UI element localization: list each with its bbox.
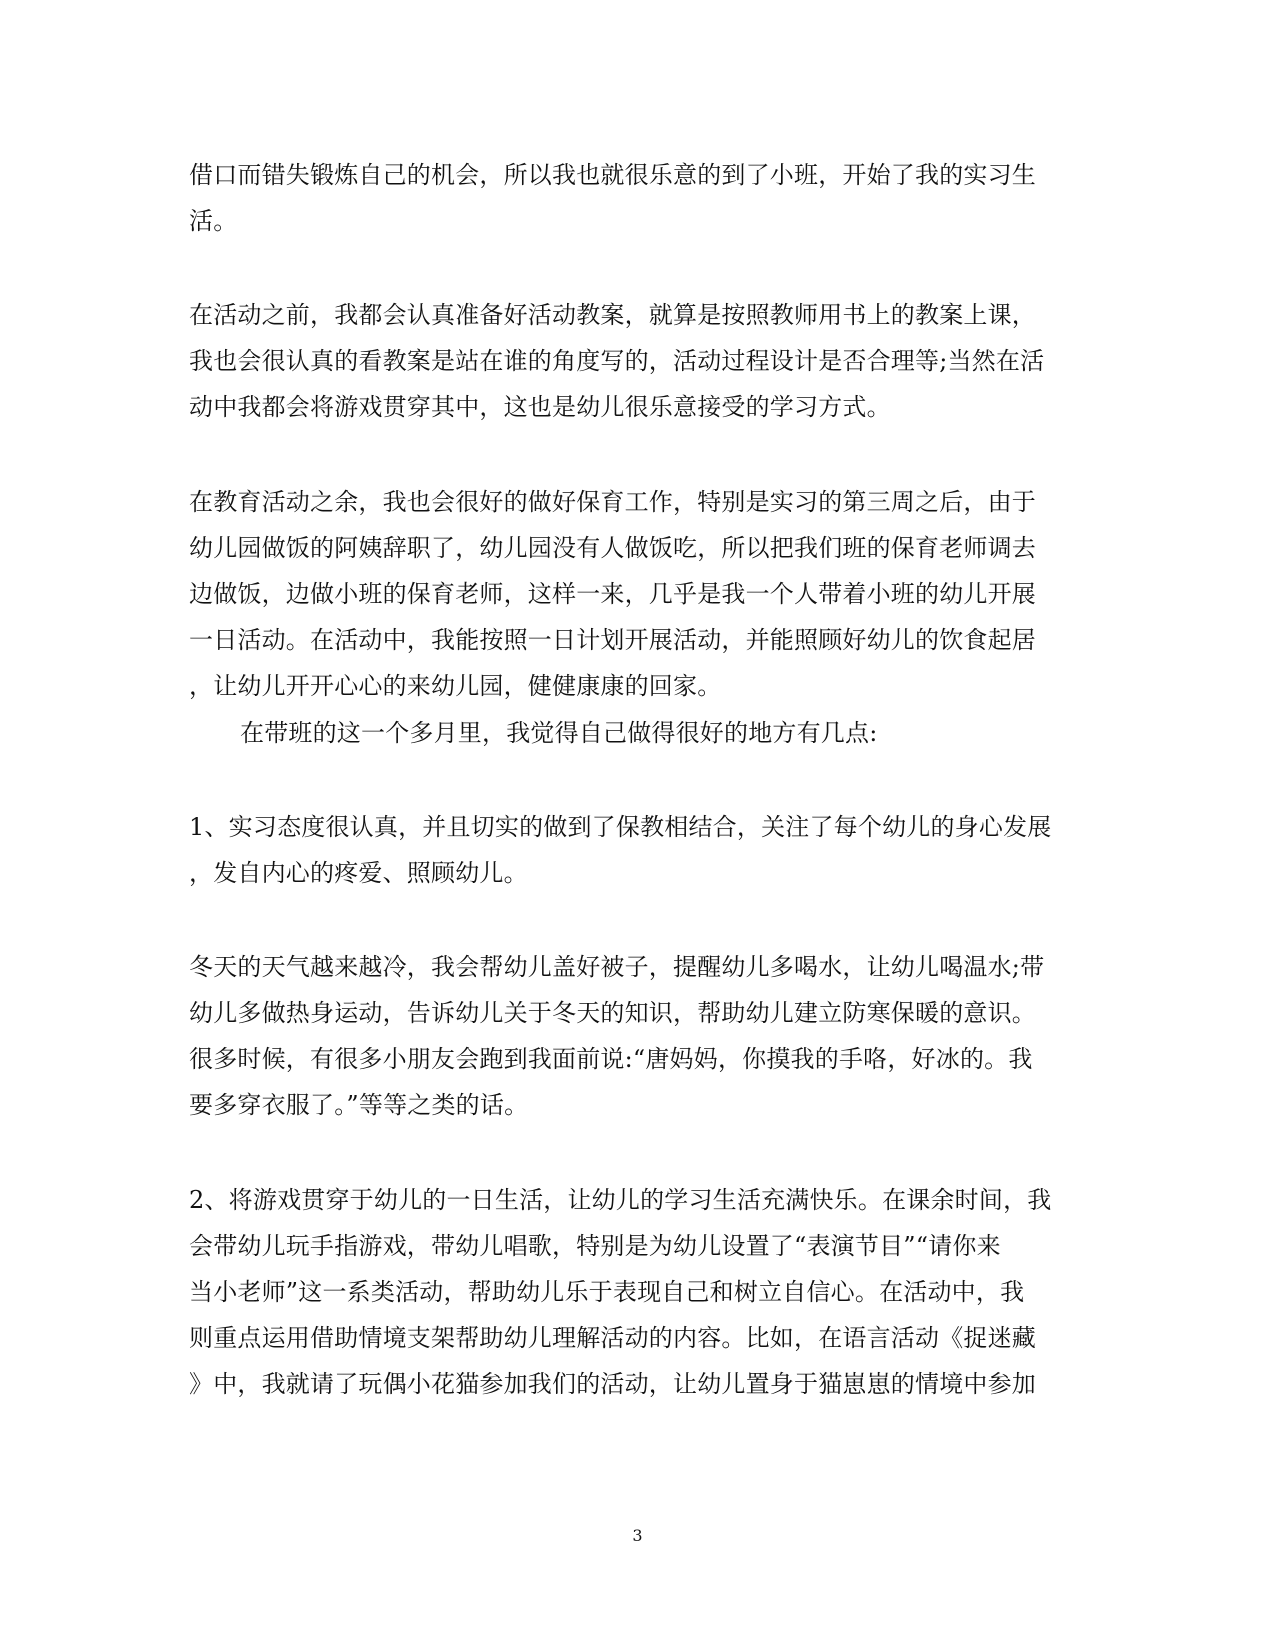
- paragraph-2-line-1: 在活动之前，我都会认真准备好活动教案，就算是按照教师用书上的教案上课，: [189, 301, 1036, 329]
- paragraph-3-line-2: 幼儿园做饭的阿姨辞职了，幼儿园没有人做饭吃，所以把我们班的保育老师调去: [189, 534, 1036, 562]
- paragraph-6-line-4: 要多穿衣服了。”等等之类的话。: [189, 1091, 529, 1119]
- paragraph-1-line-2: 活。: [189, 207, 238, 235]
- paragraph-4-line-1: 在带班的这一个多月里，我觉得自己做得很好的地方有几点:: [240, 719, 878, 747]
- paragraph-7-line-4: 则重点运用借助情境支架帮助幼儿理解活动的内容。比如，在语言活动《捉迷藏: [189, 1324, 1036, 1352]
- paragraph-5-line-2: ，发自内心的疼爱、照顾幼儿。: [189, 859, 528, 887]
- page-number: 3: [632, 1526, 643, 1545]
- paragraph-3-line-1: 在教育活动之余，我也会很好的做好保育工作，特别是实习的第三周之后，由于: [189, 488, 1036, 516]
- paragraph-7-line-3: 当小老师”这一系类活动，帮助幼儿乐于表现自己和树立自信心。在活动中，我: [189, 1278, 1025, 1306]
- paragraph-6-line-1: 冬天的天气越来越冷，我会帮幼儿盖好被子，提醒幼儿多喝水，让幼儿喝温水;带: [189, 953, 1045, 981]
- paragraph-2-line-3: 动中我都会将游戏贯穿其中，这也是幼儿很乐意接受的学习方式。: [189, 393, 891, 421]
- paragraph-6-line-3: 很多时候，有很多小朋友会跑到我面前说:“唐妈妈，你摸我的手咯，好冰的。我: [189, 1045, 1033, 1073]
- paragraph-3-line-5: ，让幼儿开开心心的来幼儿园，健健康康的回家。: [189, 672, 722, 700]
- paragraph-6-line-2: 幼儿多做热身运动，告诉幼儿关于冬天的知识，帮助幼儿建立防寒保暖的意识。: [189, 999, 1036, 1027]
- paragraph-7-line-5: 》中，我就请了玩偶小花猫参加我们的活动，让幼儿置身于猫崽崽的情境中参加: [189, 1370, 1036, 1398]
- paragraph-3-line-4: 一日活动。在活动中，我能按照一日计划开展活动，并能照顾好幼儿的饮食起居: [189, 626, 1036, 654]
- paragraph-1-line-1: 借口而错失锻炼自己的机会，所以我也就很乐意的到了小班，开始了我的实习生: [189, 161, 1036, 189]
- paragraph-7-line-1: 2、将游戏贯穿于幼儿的一日生活，让幼儿的学习生活充满快乐。在课余时间，我: [189, 1186, 1052, 1214]
- paragraph-7-line-2: 会带幼儿玩手指游戏，带幼儿唱歌，特别是为幼儿设置了“表演节目”“请你来: [189, 1232, 1001, 1260]
- paragraph-5-line-1: 1、实习态度很认真，并且切实的做到了保教相结合，关注了每个幼儿的身心发展: [189, 813, 1052, 841]
- paragraph-3-line-3: 边做饭，边做小班的保育老师，这样一来，几乎是我一个人带着小班的幼儿开展: [189, 580, 1036, 608]
- paragraph-2-line-2: 我也会很认真的看教案是站在谁的角度写的，活动过程设计是否合理等;当然在活: [189, 347, 1045, 375]
